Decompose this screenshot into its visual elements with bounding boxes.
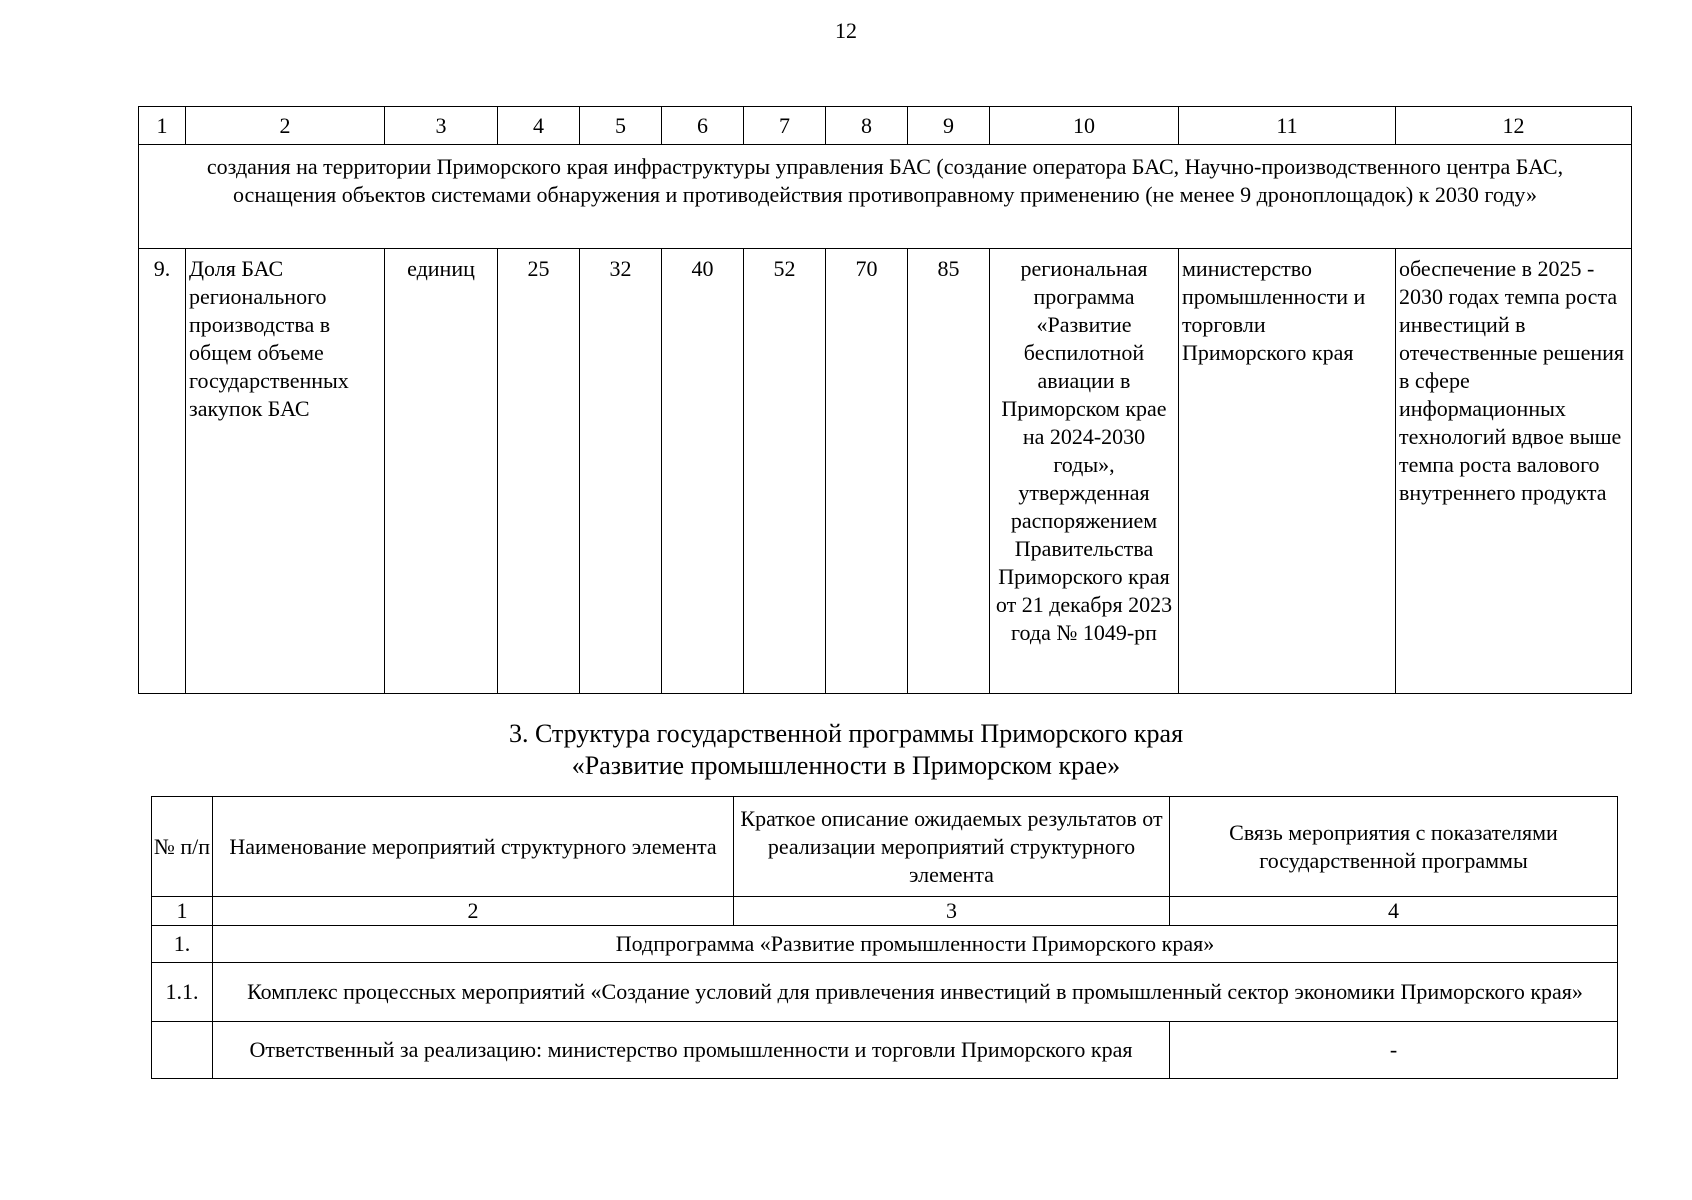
- col-num-8: 8: [826, 107, 908, 145]
- structure-col-num-4: 4: [1170, 897, 1618, 926]
- section-title-line-2: «Развитие промышленности в Приморском крае»: [571, 751, 1121, 780]
- header-num: № п/п: [152, 797, 213, 897]
- table-row: [139, 249, 1632, 694]
- structure-table: [151, 796, 1618, 1079]
- responsible-num: [152, 1022, 213, 1079]
- col-num-5: 5: [580, 107, 662, 145]
- structure-col-num-1: 1: [152, 897, 213, 926]
- subprogram-text: Подпрограмма «Развитие промышленности Приморского края»: [213, 926, 1618, 963]
- value-2025: 25: [498, 249, 580, 694]
- document-cell: региональная программа «Развитие беспилотной авиации в Приморском крае на 2024-2030 годы», утвержденная распоряжением Правительства Приморского края от 21 декабря 2023 года № 1049-рп: [990, 249, 1179, 694]
- col-num-9: 9: [908, 107, 990, 145]
- link-cell: обеспечение в 2025 - 2030 годах темпа роста инвестиций в отечественные решения в сфере информационных технологий вдвое выше темпа роста валового внутреннего продукта: [1396, 249, 1632, 694]
- goal-span-row: [139, 145, 1632, 249]
- row-number: 9.: [139, 249, 186, 694]
- col-num-2: 2: [186, 107, 385, 145]
- col-num-6: 6: [662, 107, 744, 145]
- structure-col-num-3: 3: [734, 897, 1170, 926]
- structure-col-num-2: 2: [213, 897, 734, 926]
- section-title: [0, 718, 1692, 782]
- value-2026: 32: [580, 249, 662, 694]
- header-desc: Краткое описание ожидаемых результатов от реализации мероприятий структурного элемента: [734, 797, 1170, 897]
- value-2029: 70: [826, 249, 908, 694]
- indicators-table: [138, 106, 1632, 694]
- value-2027: 40: [662, 249, 744, 694]
- complex-text: Комплекс процессных мероприятий «Создание условий для привлечения инвестиций в промышленный сектор экономики Приморского края»: [213, 963, 1618, 1022]
- col-num-12: 12: [1396, 107, 1632, 145]
- col-num-3: 3: [385, 107, 498, 145]
- value-2028: 52: [744, 249, 826, 694]
- responsible-link: -: [1170, 1022, 1618, 1079]
- col-num-1: 1: [139, 107, 186, 145]
- value-2030: 85: [908, 249, 990, 694]
- unit: единиц: [385, 249, 498, 694]
- indicator-name: Доля БАС регионального производства в общем объеме государственных закупок БАС: [186, 249, 385, 694]
- col-num-10: 10: [990, 107, 1179, 145]
- col-num-7: 7: [744, 107, 826, 145]
- responsible-row: [152, 1022, 1618, 1079]
- responsible-text: Ответственный за реализацию: министерство промышленности и торговли Приморского края: [213, 1022, 1170, 1079]
- column-number-row: [139, 107, 1632, 145]
- structure-header-row: [152, 797, 1618, 897]
- page-number: 12: [835, 18, 857, 43]
- responsible-cell: министерство промышленности и торговли Приморского края: [1179, 249, 1396, 694]
- complex-row: [152, 963, 1618, 1022]
- col-num-4: 4: [498, 107, 580, 145]
- section-title-line-1: 3. Структура государственной программы Приморского края: [508, 719, 1184, 748]
- goal-text: создания на территории Приморского края инфраструктуры управления БАС (создание оператора БАС, Научно-производственного центра БАС, оснащения объектов системами обнаружения и противодействия противоправному применению (не менее 9 дроноплощадок) к 2030 году»: [139, 145, 1632, 249]
- subprogram-num: 1.: [152, 926, 213, 963]
- complex-num: 1.1.: [152, 963, 213, 1022]
- structure-column-number-row: [152, 897, 1618, 926]
- subprogram-row: [152, 926, 1618, 963]
- header-link: Связь мероприятия с показателями государственной программы: [1170, 797, 1618, 897]
- col-num-11: 11: [1179, 107, 1396, 145]
- header-name: Наименование мероприятий структурного элемента: [213, 797, 734, 897]
